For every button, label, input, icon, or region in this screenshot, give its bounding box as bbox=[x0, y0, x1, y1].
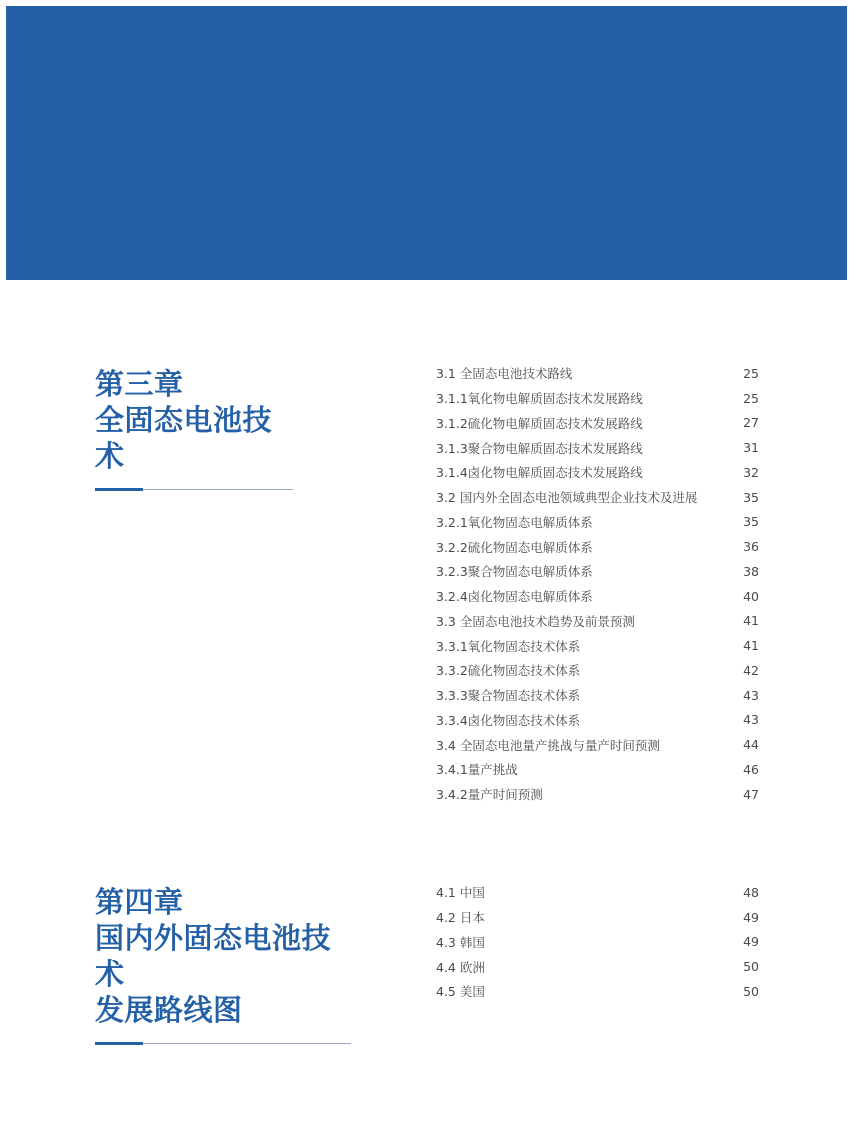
toc-entry-label: 3.3.2硫化物固态技术体系 bbox=[436, 663, 581, 679]
toc-entry-label: 4.2 日本 bbox=[436, 910, 485, 926]
toc-entry-page: 42 bbox=[743, 662, 759, 678]
toc-entry-page: 25 bbox=[743, 390, 759, 406]
toc-entry-label: 3.1 全固态电池技术路线 bbox=[436, 366, 573, 382]
chapter-3-divider bbox=[95, 488, 293, 490]
toc-entry-page: 50 bbox=[743, 959, 759, 975]
toc-entry-label: 3.1.4卤化物电解质固态技术发展路线 bbox=[436, 465, 643, 481]
toc-entry[interactable] bbox=[436, 683, 759, 708]
toc-entry-label: 3.2.1氧化物固态电解质体系 bbox=[436, 514, 593, 530]
toc-entry-page: 50 bbox=[743, 983, 759, 999]
toc-entry[interactable] bbox=[436, 510, 759, 535]
toc-entry[interactable] bbox=[436, 930, 759, 955]
toc-entry-label: 3.1.3聚合物电解质固态技术发展路线 bbox=[436, 440, 643, 456]
toc-entry-page: 25 bbox=[743, 365, 759, 381]
toc-entry[interactable] bbox=[436, 534, 759, 559]
toc-entry-page: 36 bbox=[743, 539, 759, 555]
chapter-3-toc bbox=[436, 361, 759, 807]
toc-entry-page: 44 bbox=[743, 737, 759, 753]
toc-entry-label: 3.3.4卤化物固态技术体系 bbox=[436, 712, 581, 728]
toc-entry[interactable] bbox=[436, 559, 759, 584]
toc-entry-label: 3.4 全固态电池量产挑战与量产时间预测 bbox=[436, 737, 660, 753]
chapter-4-toc bbox=[436, 880, 759, 1004]
toc-entry-page: 49 bbox=[743, 909, 759, 925]
toc-entry-page: 43 bbox=[743, 687, 759, 703]
toc-entry[interactable] bbox=[436, 658, 759, 683]
toc-entry-label: 3.4.1量产挑战 bbox=[436, 762, 518, 778]
toc-entry-label: 3.1.2硫化物电解质固态技术发展路线 bbox=[436, 415, 643, 431]
toc-entry-label: 3.2.3聚合物固态电解质体系 bbox=[436, 564, 593, 580]
toc-entry[interactable] bbox=[436, 782, 759, 807]
toc-entry-label: 4.3 韩国 bbox=[436, 934, 485, 950]
toc-entry[interactable] bbox=[436, 460, 759, 485]
toc-entry-page: 47 bbox=[743, 786, 759, 802]
toc-entry-label: 3.3.3聚合物固态技术体系 bbox=[436, 688, 581, 704]
toc-entry-label: 4.5 美国 bbox=[436, 984, 485, 1000]
chapter-3-title: 全固态电池技术 bbox=[95, 403, 273, 473]
toc-entry[interactable] bbox=[436, 584, 759, 609]
toc-entry-page: 41 bbox=[743, 638, 759, 654]
toc-entry[interactable] bbox=[436, 386, 759, 411]
toc-entry[interactable] bbox=[436, 757, 759, 782]
toc-entry-label: 3.1.1氧化物电解质固态技术发展路线 bbox=[436, 391, 643, 407]
chapter-4-divider bbox=[95, 1042, 351, 1044]
chapter-3-heading bbox=[95, 366, 293, 490]
toc-entry[interactable] bbox=[436, 485, 759, 510]
toc-entry-page: 48 bbox=[743, 884, 759, 900]
toc-entry-label: 3.3 全固态电池技术趋势及前景预测 bbox=[436, 613, 635, 629]
toc-entry[interactable] bbox=[436, 880, 759, 905]
toc-entry[interactable] bbox=[436, 361, 759, 386]
toc-entry-label: 4.4 欧洲 bbox=[436, 959, 485, 975]
chapter-3-number: 第三章 bbox=[95, 367, 184, 401]
header-banner bbox=[6, 6, 847, 280]
chapter-4-heading bbox=[95, 884, 351, 1044]
toc-entry[interactable] bbox=[436, 979, 759, 1004]
toc-entry-page: 46 bbox=[743, 761, 759, 777]
chapter-4-number: 第四章 bbox=[95, 885, 184, 919]
toc-entry-page: 35 bbox=[743, 514, 759, 530]
toc-entry-page: 43 bbox=[743, 712, 759, 728]
toc-entry[interactable] bbox=[436, 708, 759, 733]
toc-entry-page: 40 bbox=[743, 588, 759, 604]
toc-entry[interactable] bbox=[436, 633, 759, 658]
toc-entry-label: 3.2.2硫化物固态电解质体系 bbox=[436, 539, 593, 555]
toc-entry-page: 27 bbox=[743, 415, 759, 431]
toc-entry[interactable] bbox=[436, 905, 759, 930]
toc-entry[interactable] bbox=[436, 954, 759, 979]
toc-entry[interactable] bbox=[436, 732, 759, 757]
toc-entry-page: 35 bbox=[743, 489, 759, 505]
toc-entry-label: 3.4.2量产时间预测 bbox=[436, 787, 543, 803]
toc-entry[interactable] bbox=[436, 609, 759, 634]
toc-entry[interactable] bbox=[436, 435, 759, 460]
toc-entry-page: 31 bbox=[743, 440, 759, 456]
toc-entry-label: 3.2 国内外全固态电池领域典型企业技术及进展 bbox=[436, 490, 698, 506]
chapter-4-title-line-2: 发展路线图 bbox=[95, 993, 243, 1027]
toc-entry-page: 38 bbox=[743, 563, 759, 579]
toc-entry-label: 3.3.1氧化物固态技术体系 bbox=[436, 638, 581, 654]
chapter-4-title-line-1: 国内外固态电池技术 bbox=[95, 921, 332, 991]
toc-entry-label: 4.1 中国 bbox=[436, 885, 485, 901]
toc-entry-page: 32 bbox=[743, 464, 759, 480]
toc-entry-page: 49 bbox=[743, 934, 759, 950]
toc-entry-page: 41 bbox=[743, 613, 759, 629]
toc-entry-label: 3.2.4卤化物固态电解质体系 bbox=[436, 589, 593, 605]
toc-entry[interactable] bbox=[436, 411, 759, 436]
